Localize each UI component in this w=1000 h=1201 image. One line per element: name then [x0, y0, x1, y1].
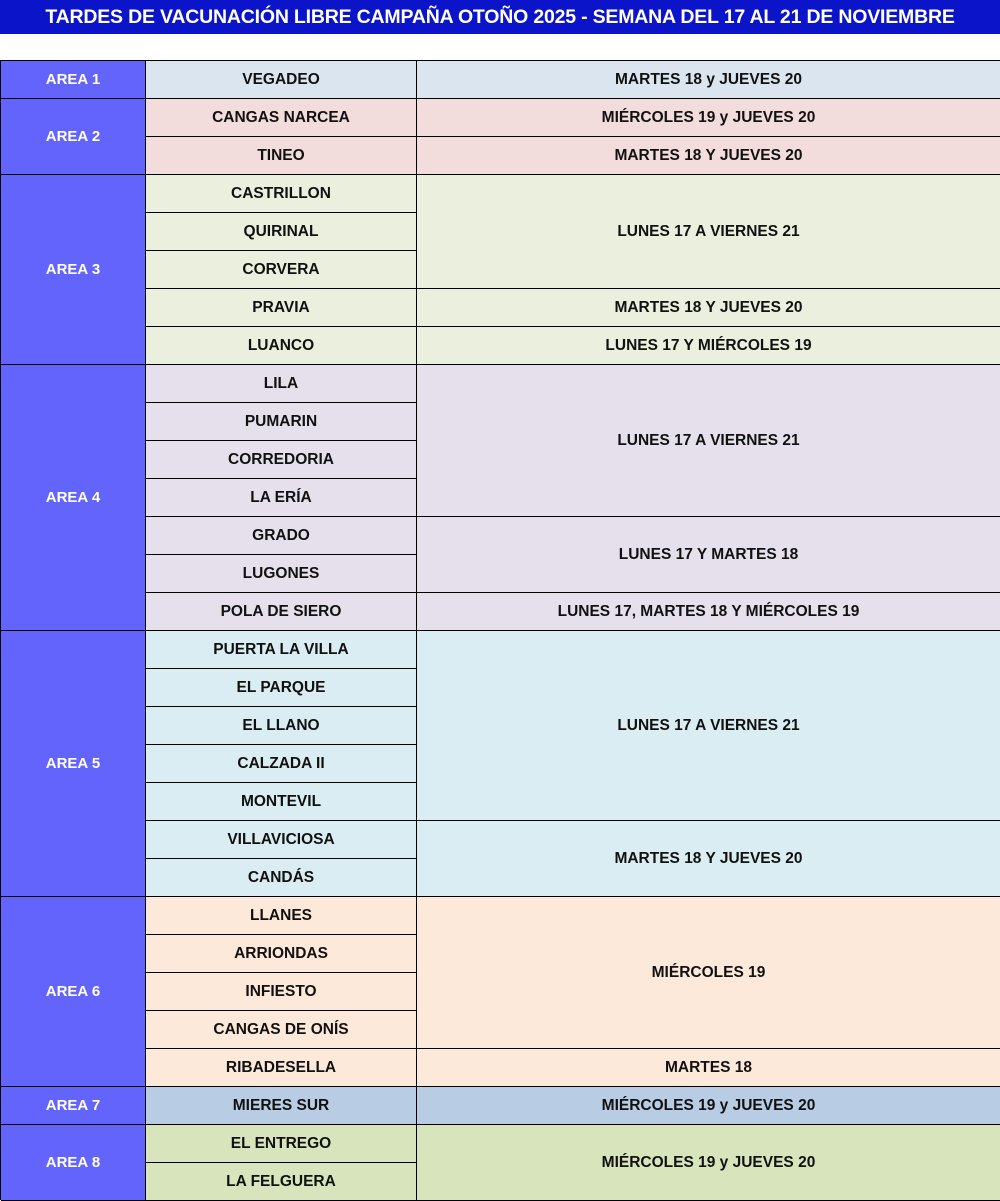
schedule-cell: LUNES 17 A VIERNES 21 [417, 175, 1000, 289]
schedule-cell: LUNES 17 Y MIÉRCOLES 19 [417, 327, 1000, 365]
schedule-cell: MIÉRCOLES 19 [417, 897, 1000, 1049]
center-pola-de-siero: POLA DE SIERO [146, 593, 417, 631]
page-title: TARDES DE VACUNACIÓN LIBRE CAMPAÑA OTOÑO 2025 - SEMANA DEL 17 AL 21 DE NOVIEMBRE [0, 0, 1000, 34]
schedule-cell: LUNES 17, MARTES 18 Y MIÉRCOLES 19 [417, 593, 1000, 631]
center-corredoria: CORREDORIA [146, 441, 417, 479]
area-8-cell: AREA 8 [1, 1125, 146, 1201]
schedule-cell: LUNES 17 A VIERNES 21 [417, 365, 1000, 517]
center-cangas-de-onis: CANGAS DE ONÍS [146, 1011, 417, 1049]
area-6-cell: AREA 6 [1, 897, 146, 1087]
center-castrillon: CASTRILLON [146, 175, 417, 213]
schedule-cell: MIÉRCOLES 19 y JUEVES 20 [417, 1125, 1000, 1201]
schedule-cell: MIÉRCOLES 19 y JUEVES 20 [417, 99, 1000, 137]
center-ribadesella: RIBADESELLA [146, 1049, 417, 1087]
center-mieres-sur: MIERES SUR [146, 1087, 417, 1125]
center-la-felguera: LA FELGUERA [146, 1163, 417, 1201]
center-quirinal: QUIRINAL [146, 213, 417, 251]
center-vegadeo: VEGADEO [146, 61, 417, 99]
center-el-entrego: EL ENTREGO [146, 1125, 417, 1163]
center-calzada-ii: CALZADA II [146, 745, 417, 783]
center-montevil: MONTEVIL [146, 783, 417, 821]
area-4-cell: AREA 4 [1, 365, 146, 631]
center-candas: CANDÁS [146, 859, 417, 897]
center-infiesto: INFIESTO [146, 973, 417, 1011]
schedule-cell: LUNES 17 Y MARTES 18 [417, 517, 1000, 593]
center-luanco: LUANCO [146, 327, 417, 365]
center-puerta-la-villa: PUERTA LA VILLA [146, 631, 417, 669]
schedule-cell: MIÉRCOLES 19 y JUEVES 20 [417, 1087, 1000, 1125]
center-pumarin: PUMARIN [146, 403, 417, 441]
center-corvera: CORVERA [146, 251, 417, 289]
center-tineo: TINEO [146, 137, 417, 175]
schedule-cell: MARTES 18 Y JUEVES 20 [417, 137, 1000, 175]
area-5-cell: AREA 5 [1, 631, 146, 897]
schedule-cell: MARTES 18 y JUEVES 20 [417, 61, 1000, 99]
center-cangas-narcea: CANGAS NARCEA [146, 99, 417, 137]
schedule-cell: MARTES 18 [417, 1049, 1000, 1087]
center-la-eria: LA ERÍA [146, 479, 417, 517]
area-3-cell: AREA 3 [1, 175, 146, 365]
center-lila: LILA [146, 365, 417, 403]
center-llanes: LLANES [146, 897, 417, 935]
center-grado: GRADO [146, 517, 417, 555]
area-1-cell: AREA 1 [1, 61, 146, 99]
center-lugones: LUGONES [146, 555, 417, 593]
center-villaviciosa: VILLAVICIOSA [146, 821, 417, 859]
area-7-cell: AREA 7 [1, 1087, 146, 1125]
center-el-llano: EL LLANO [146, 707, 417, 745]
center-el-parque: EL PARQUE [146, 669, 417, 707]
center-arriondas: ARRIONDAS [146, 935, 417, 973]
center-pravia: PRAVIA [146, 289, 417, 327]
schedule-cell: MARTES 18 Y JUEVES 20 [417, 821, 1000, 897]
schedule-cell: LUNES 17 A VIERNES 21 [417, 631, 1000, 821]
vaccination-schedule-table [0, 60, 1000, 1200]
area-2-cell: AREA 2 [1, 99, 146, 175]
schedule-cell: MARTES 18 Y JUEVES 20 [417, 289, 1000, 327]
